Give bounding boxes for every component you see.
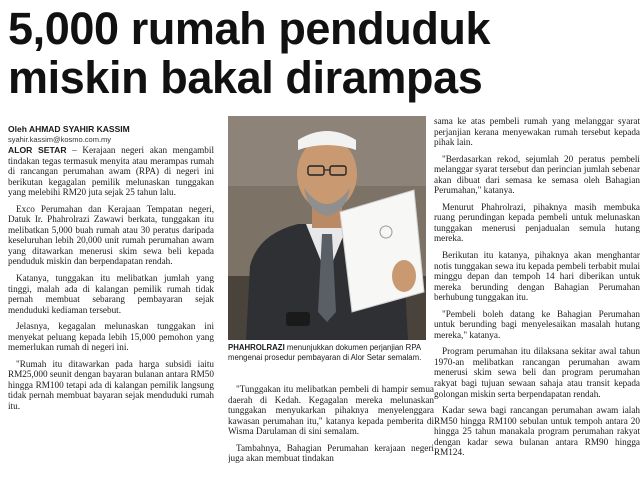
article-paragraph: Menurut Phahrolrazi, pihaknya masih membuka ruang perundingan kepada pembeli untuk melunaskan tunggakan menerusi penjadualan semula hutang mereka. xyxy=(434,201,640,244)
article-paragraph: Kadar sewa bagi rancangan perumahan awam ialah RM50 hingga RM100 sebulan untuk tempoh antara 20 hingga 25 tahun manakala program perumahan rakyat dengan kadar sewa bulanan antara RM90 hingga RM124. xyxy=(434,405,640,458)
headline xyxy=(8,4,632,102)
article-column-1 xyxy=(8,145,214,475)
dateline: ALOR SETAR xyxy=(8,145,67,155)
man-holding-document-photo xyxy=(228,116,426,340)
photo-illustration xyxy=(228,116,426,340)
article-paragraph: Program perumahan itu dilaksana sekitar awal tahun 1970-an melibatkan rancangan perumahan awam menerusi skim sewa beli dan program perumahan rakyat bagi tujuan sewaan sahaja atau transit kepada golongan miskin serta berpendapatan rendah. xyxy=(434,346,640,399)
article-paragraph: Berikutan itu katanya, pihaknya akan menghantar notis tunggakan sewa itu kepada pembeli terbabit mulai minggu depan dan tempoh 14 hari diberikan untuk mereka berunding dengan Bahagian Perumahan berhubung tunggakan itu. xyxy=(434,250,640,303)
article-paragraph: Exco Perumahan dan Kerajaan Tempatan negeri, Datuk Ir. Phahrolrazi Zawawi berkata, tunggakan itu melibatkan 5,000 buah rumah atau 30 peratus daripada keseluruhan lebih 20,000 unit rumah perumahan awam yang ditawarkan menerusi skim sewa beli kepada penduduk miskin dan berpendapatan rendah. xyxy=(8,203,214,267)
photo-caption xyxy=(228,343,426,363)
article-paragraph: Jelasnya, kegagalan melunaskan tunggakan ini menyekat peluang kepada lebih 15,000 pemohon yang memerlukan rumah di negeri ini. xyxy=(8,321,214,353)
article-paragraph: "Pembeli boleh datang ke Bahagian Perumahan untuk berunding bagi menyelesaikan masalah hutang mereka," katanya. xyxy=(434,308,640,340)
headline-line-1: 5,000 rumah penduduk xyxy=(8,3,491,54)
article-column-3 xyxy=(434,116,640,476)
lead-text: – Kerajaan negeri akan mengambil tindakan tegas termasuk menyita atau merampas rumah di rancangan perumahan awam (RPA) di negeri ini berikutan kegagalan pemilik melunaskan tunggakan yang melebihi RM20 juta sejak 25 tahun lalu. xyxy=(8,145,214,198)
article-paragraph: Tambahnya, Bahagian Perumahan kerajaan negeri juga akan membuat tindakan xyxy=(228,442,434,464)
article-paragraph: Katanya, tunggakan itu melibatkan jumlah yang tinggi, malah ada di kalangan pemilik rumah tidak pernah membuat sebarang pembayaran sejak menduduki kediaman tersebut. xyxy=(8,273,214,315)
author-name: Oleh AHMAD SYAHIR KASSIM xyxy=(8,124,130,134)
article-paragraph: "Rumah itu ditawarkan pada harga subsidi iaitu RM25,000 seunit dengan bayaran bulanan antara RM50 hingga RM100 tetapi ada di kalangan pemilik langsung tidak pernah membuat bayaran sejak menduduki rumah itu. xyxy=(8,358,214,412)
article-paragraph xyxy=(8,145,214,198)
byline xyxy=(8,124,228,145)
headline-line-2: miskin bakal dirampas xyxy=(8,52,483,103)
caption-text: menunjukkan dokumen perjanjian RPA mengenai prosedur pembayaran di Alor Setar semalam. xyxy=(228,343,422,362)
article-paragraph: "Berdasarkan rekod, sejumlah 20 peratus pembeli melanggar syarat tersebut dan perincian jumlah sebenar akan dibuat dari semasa ke semasa oleh Bahagian Perumahan," katanya. xyxy=(434,153,640,196)
article-paragraph: sama ke atas pembeli rumah yang melanggar syarat perjanjian kerana menyewakan rumah tersebut kepada pihak lain. xyxy=(434,116,640,148)
article-paragraph: "Tunggakan itu melibatkan pembeli di hampir semua daerah di Kedah. Kegagalan mereka melunaskan tunggakan menyukarkan pihaknya menyelenggara kawasan perumahan itu," katanya kepada pemberita di Wisma Darulaman di sini semalam. xyxy=(228,384,434,437)
caption-name: PHAHROLRAZI xyxy=(228,343,285,352)
article-column-2 xyxy=(228,384,434,476)
author-email[interactable]: syahir.kassim@kosmo.com.my xyxy=(8,135,112,144)
